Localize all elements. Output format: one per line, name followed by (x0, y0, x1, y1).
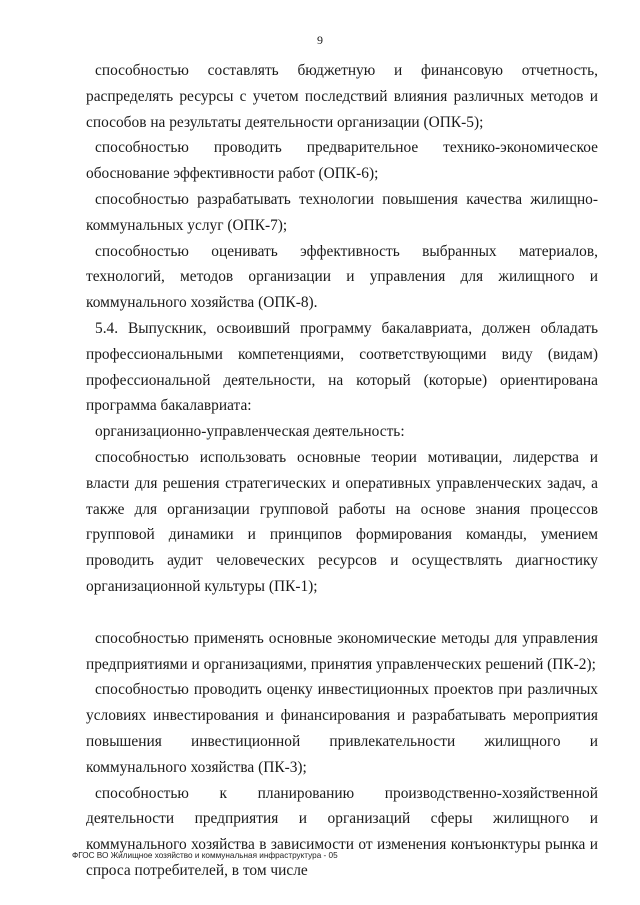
paragraph-section-5-4: 5.4. Выпускник, освоивший программу бакалавриата, должен обладать профессиональными компетенциями, соответствующими виду (видам) профессиональной деятельности, на который (которые) ориентирована программа бакалавриата: (86, 319, 598, 415)
paragraph-opk-6: способностью проводить предварительное технико-экономическое обоснование эффективности работ (ОПК-6); (86, 139, 598, 183)
paragraph-pk-2: способностью применять основные экономические методы для управления предприятиями и организациями, принятия управленческих решений (ПК-2); (86, 629, 598, 673)
page-number: 9 (317, 33, 323, 47)
paragraph-activity-type: организационно-управленческая деятельность: (95, 423, 405, 441)
paragraph-opk-8: способностью оценивать эффективность выбранных материалов, технологий, методов организации и управления для жилищного и коммунального хозяйства (ОПК-8). (86, 242, 598, 312)
paragraph-pk-4-partial: способностью к планированию производственно-хозяйственной деятельности предприятия и организаций сферы жилищного и коммунального хозяйства в зависимости от изменения конъюнктуры рынка и спроса потребителей, в том числе (86, 784, 598, 879)
body-text (86, 58, 598, 884)
paragraph-pk-1: способностью использовать основные теории мотивации, лидерства и власти для решения стратегических и оперативных управленческих задач, а также для организации групповой работы на основе знания процессов групповой динамики и принципов формирования команды, умением проводить аудит человеческих ресурсов и осуществлять диагностику организационной культуры (ПК-1); (86, 448, 598, 595)
paragraph-opk-7: способностью разрабатывать технологии повышения качества жилищно-коммунальных услуг (ОПК-7); (86, 190, 598, 234)
paragraph-pk-3: способностью проводить оценку инвестиционных проектов при различных условиях инвестирования и финансирования и разрабатывать мероприятия повышения инвестиционной привлекательности жилищного и коммунального хозяйства (ПК-3); (86, 681, 598, 776)
page-footer: ФГОС ВО Жилищное хозяйство и коммунальная инфраструктура - 05 (72, 851, 338, 860)
paragraph-opk-5: способностью составлять бюджетную и финансовую отчетность, распределять ресурсы с учетом последствий влияния различных методов и способов на результаты деятельности организации (ОПК-5); (86, 62, 598, 131)
